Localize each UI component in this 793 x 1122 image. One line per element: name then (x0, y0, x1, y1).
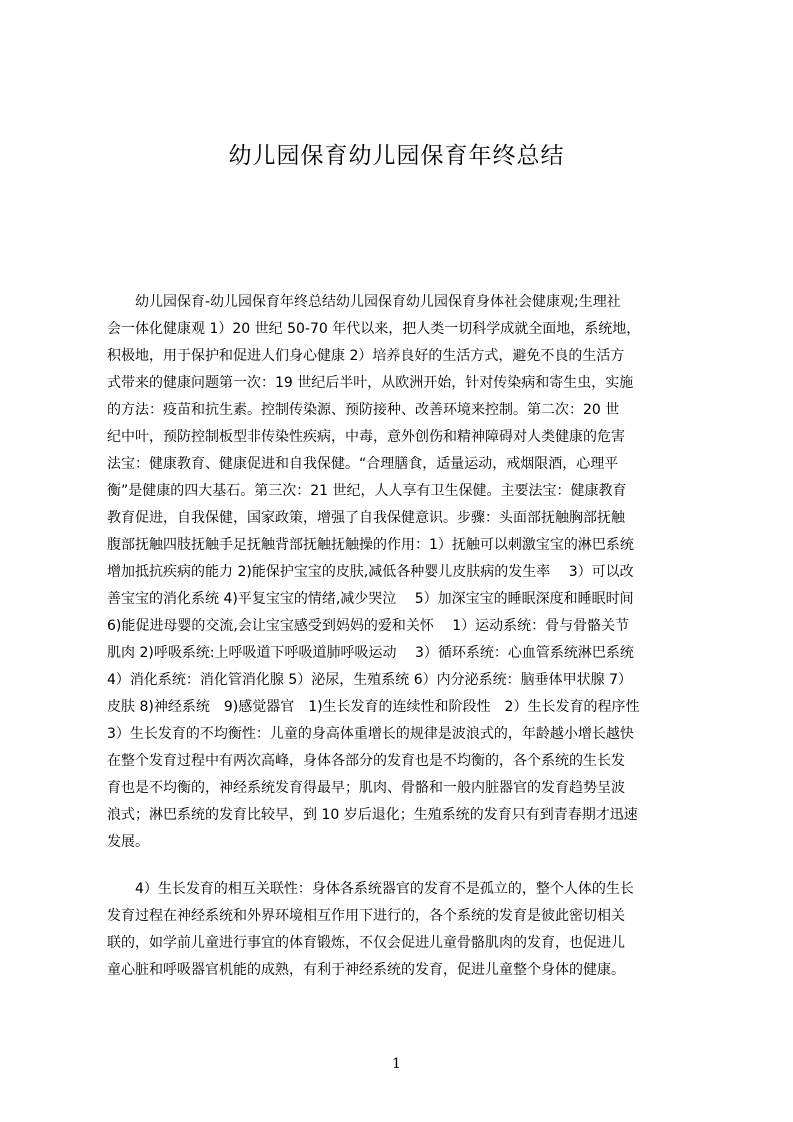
paragraph1-line: 增加抵抗疾病的能力 2)能保护宝宝的皮肤,减低各种婴儿皮肤病的发生率 3）可以改 (107, 564, 634, 580)
paragraph1-line: 的方法：疫苗和抗生素。控制传染源、预防接种、改善环境来控制。第二次：20 世 (107, 402, 620, 418)
paragraph1-line: 善宝宝的消化系统 4)平复宝宝的情绪,减少哭泣 5）加深宝宝的睡眠深度和睡眠时间 (107, 591, 634, 607)
paragraph1-line: 式带来的健康问题第一次：19 世纪后半叶，从欧洲开始，针对传染病和寄生虫，实施 (107, 375, 634, 391)
paragraph1-line: 4）消化系统：消化管消化腺 5）泌尿，生殖系统 6）内分泌系统：脑垂体甲状腺 7） (107, 672, 632, 688)
paragraph2-line: 4）生长发育的相互关联性：身体各系统器官的发育不是孤立的，整个人体的生长 (107, 881, 634, 897)
paragraph1-line: 法宝：健康教育、健康促进和自我保健。“合理膳食，适量运动，戒烟限酒，心理平 (107, 456, 619, 472)
paragraph1-line: 衡”是健康的四大基石。第三次：21 世纪，人人享有卫生保健。主要法宝：健康教育 (107, 483, 627, 499)
paragraph2-line: 联的，如学前儿童进行事宜的体育锻炼，不仅会促进儿童骨骼肌肉的发育，也促进儿 (107, 935, 625, 951)
paragraph1-line: 6)能促进母婴的交流,会让宝宝感受到妈妈的爱和关怀 1）运动系统：骨与骨骼关节 (107, 618, 630, 634)
paragraph1-line: 肌肉 2)呼吸系统:上呼吸道下呼吸道肺呼吸运动 3）循环系统：心血管系统淋巴系统 (107, 645, 634, 661)
paragraph1-line: 皮肤 8)神经系统 9)感觉器官 1)生长发育的连续性和阶段性 2）生长发育的程序性 (107, 699, 640, 715)
paragraph1-line: 浪式；淋巴系统的发育比较早，到 10 岁后退化；生殖系统的发育只有到青春期才迅速 (107, 807, 638, 823)
paragraph1-line: 发展。 (107, 834, 149, 850)
body-text (107, 0, 697, 1122)
paragraph1-line: 腹部抚触四肢抚触手足抚触背部抚触抚触操的作用：1）抚触可以刺激宝宝的淋巴系统 (107, 537, 634, 553)
paragraph1-line: 在整个发育过程中有两次高峰，身体各部分的发育也是不均衡的，各个系统的生长发 (107, 753, 625, 769)
paragraph2-line: 发育过程在神经系统和外界环境相互作用下进行的，各个系统的发育是彼此密切相关 (107, 908, 625, 924)
paragraph1-line: 会一体化健康观 1）20 世纪 50-70 年代以来，把人类一切科学成就全面地，系统地， (107, 321, 641, 337)
paragraph1-line: 育也是不均衡的，神经系统发育得最早；肌肉、骨骼和一般内脏器官的发育趋势呈波 (107, 780, 625, 796)
paragraph1-line: 幼儿园保育-幼儿园保育年终总结幼儿园保育幼儿园保育身体社会健康观;生理社 (107, 294, 621, 310)
paragraph1-line: 3）生长发育的不均衡性：儿童的身高体重增长的规律是波浪式的，年龄越小增长越快 (107, 726, 634, 742)
paragraph1-line: 积极地，用于保护和促进人们身心健康 2）培养良好的生活方式，避免不良的生活方 (107, 348, 625, 364)
document-title: 幼儿园保育幼儿园保育年终总结 (228, 143, 565, 169)
page-number: 1 (392, 1056, 401, 1072)
paragraph1-line: 教育促进，自我保健，国家政策，增强了自我保健意识。步骤：头面部抚触胸部抚触 (107, 510, 625, 526)
paragraph1-line: 纪中叶，预防控制板型非传染性疾病，中毒，意外创伤和精神障碍对人类健康的危害 (107, 429, 625, 445)
paragraph2-line: 童心脏和呼吸器官机能的成熟，有利于神经系统的发育，促进儿童整个身体的健康。 (107, 962, 625, 978)
